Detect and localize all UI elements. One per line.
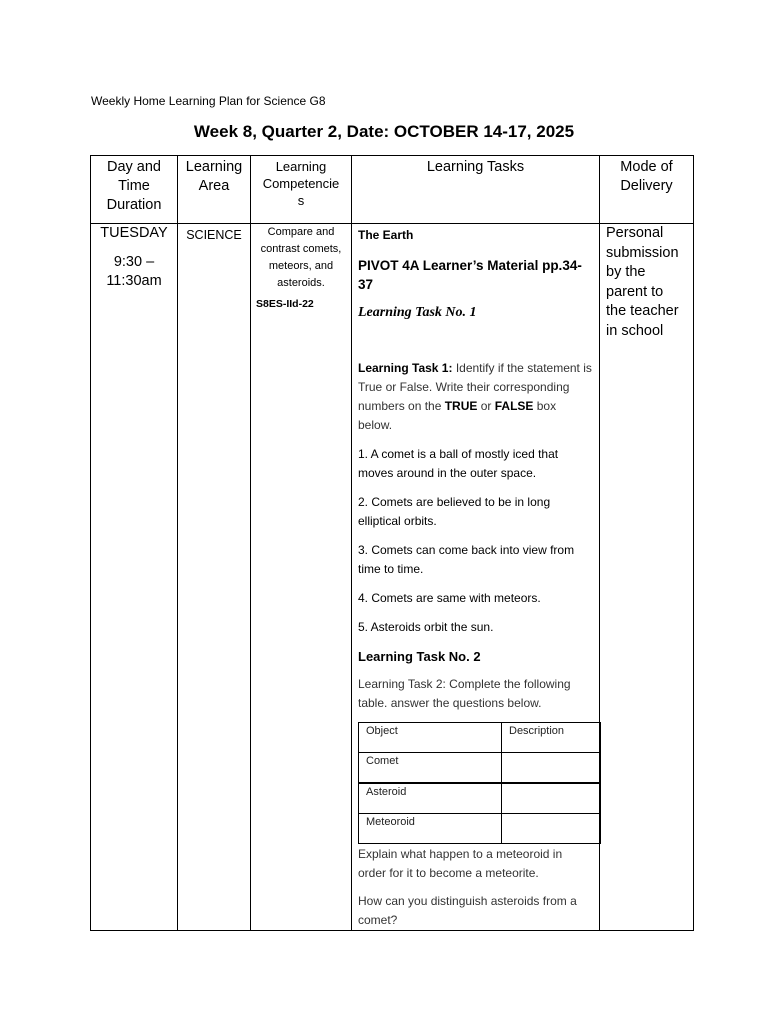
sub-header-description: Description [502, 723, 601, 753]
task-1-instructions: Learning Task 1: Identify if the statement is True or False. Write their corresponding numbers on the TRUE or FALSE box below. [358, 361, 592, 432]
learning-area-cell [178, 224, 251, 931]
document-label: Weekly Home Learning Plan for Science G8 [91, 94, 326, 108]
learning-area-text: SCIENCE [186, 228, 242, 242]
competency-text: Compare and contrast comets, meteors, and asteroids. [260, 226, 342, 289]
statement-2: 2. Comets are believed to be in long elliptical orbits. [358, 495, 551, 528]
sub-table-header-row [359, 723, 601, 753]
object-meteoroid: Meteoroid [359, 814, 502, 844]
mode-of-delivery-text: Personal submission by the parent to the teacher in school [606, 225, 679, 339]
statement-3: 3. Comets can come back into view from time to time. [358, 543, 575, 576]
sub-header-object: Object [359, 723, 502, 753]
header-learning-tasks: Learning Tasks [352, 156, 600, 224]
task-2-heading: Learning Task No. 2 [358, 649, 481, 664]
table-row [359, 783, 601, 814]
day-time-cell [91, 224, 178, 931]
competency-cell [251, 224, 352, 931]
topic-heading: The Earth [358, 228, 414, 242]
question-2: How can you distinguish asteroids from a comet? [358, 894, 577, 927]
header-learning-competencies: Learning Competencie s [251, 156, 352, 224]
table-row [359, 753, 601, 784]
table-row [359, 814, 601, 844]
document-title: Week 8, Quarter 2, Date: OCTOBER 14-17, 2025 [193, 122, 575, 141]
description-blank-cell [502, 783, 601, 814]
description-blank-cell [502, 753, 601, 784]
header-mode-of-delivery: Mode of Delivery [600, 156, 694, 224]
material-reference: PIVOT 4A Learner’s Material pp.34-37 [358, 258, 582, 292]
mode-of-delivery-cell [600, 224, 694, 931]
time-end: 11:30am [106, 273, 162, 289]
description-blank-cell [502, 814, 601, 844]
header-learning-area: Learning Area [178, 156, 251, 224]
object-comet: Comet [359, 753, 502, 784]
statement-5: 5. Asteroids orbit the sun. [358, 620, 494, 634]
competency-code: S8ES-IId-22 [256, 298, 314, 310]
learning-tasks-cell [352, 224, 600, 931]
plan-row [91, 224, 694, 931]
statement-1: 1. A comet is a ball of mostly iced that moves around in the outer space. [358, 447, 559, 480]
time-start: 9:30 – [113, 254, 155, 270]
task-1-heading: Learning Task No. 1 [358, 305, 477, 320]
object-asteroid: Asteroid [359, 783, 502, 814]
question-1: Explain what happen to a meteoroid in order for it to become a meteorite. [358, 847, 563, 880]
object-description-table [358, 722, 601, 844]
task-2-instructions: Learning Task 2: Complete the following table. answer the questions below. [358, 677, 571, 710]
statement-4: 4. Comets are same with meteors. [358, 591, 541, 605]
day-text: TUESDAY [100, 225, 168, 241]
header-row [91, 156, 694, 224]
header-day-time-duration: Day and Time Duration [91, 156, 178, 224]
learning-plan-table [90, 155, 694, 931]
